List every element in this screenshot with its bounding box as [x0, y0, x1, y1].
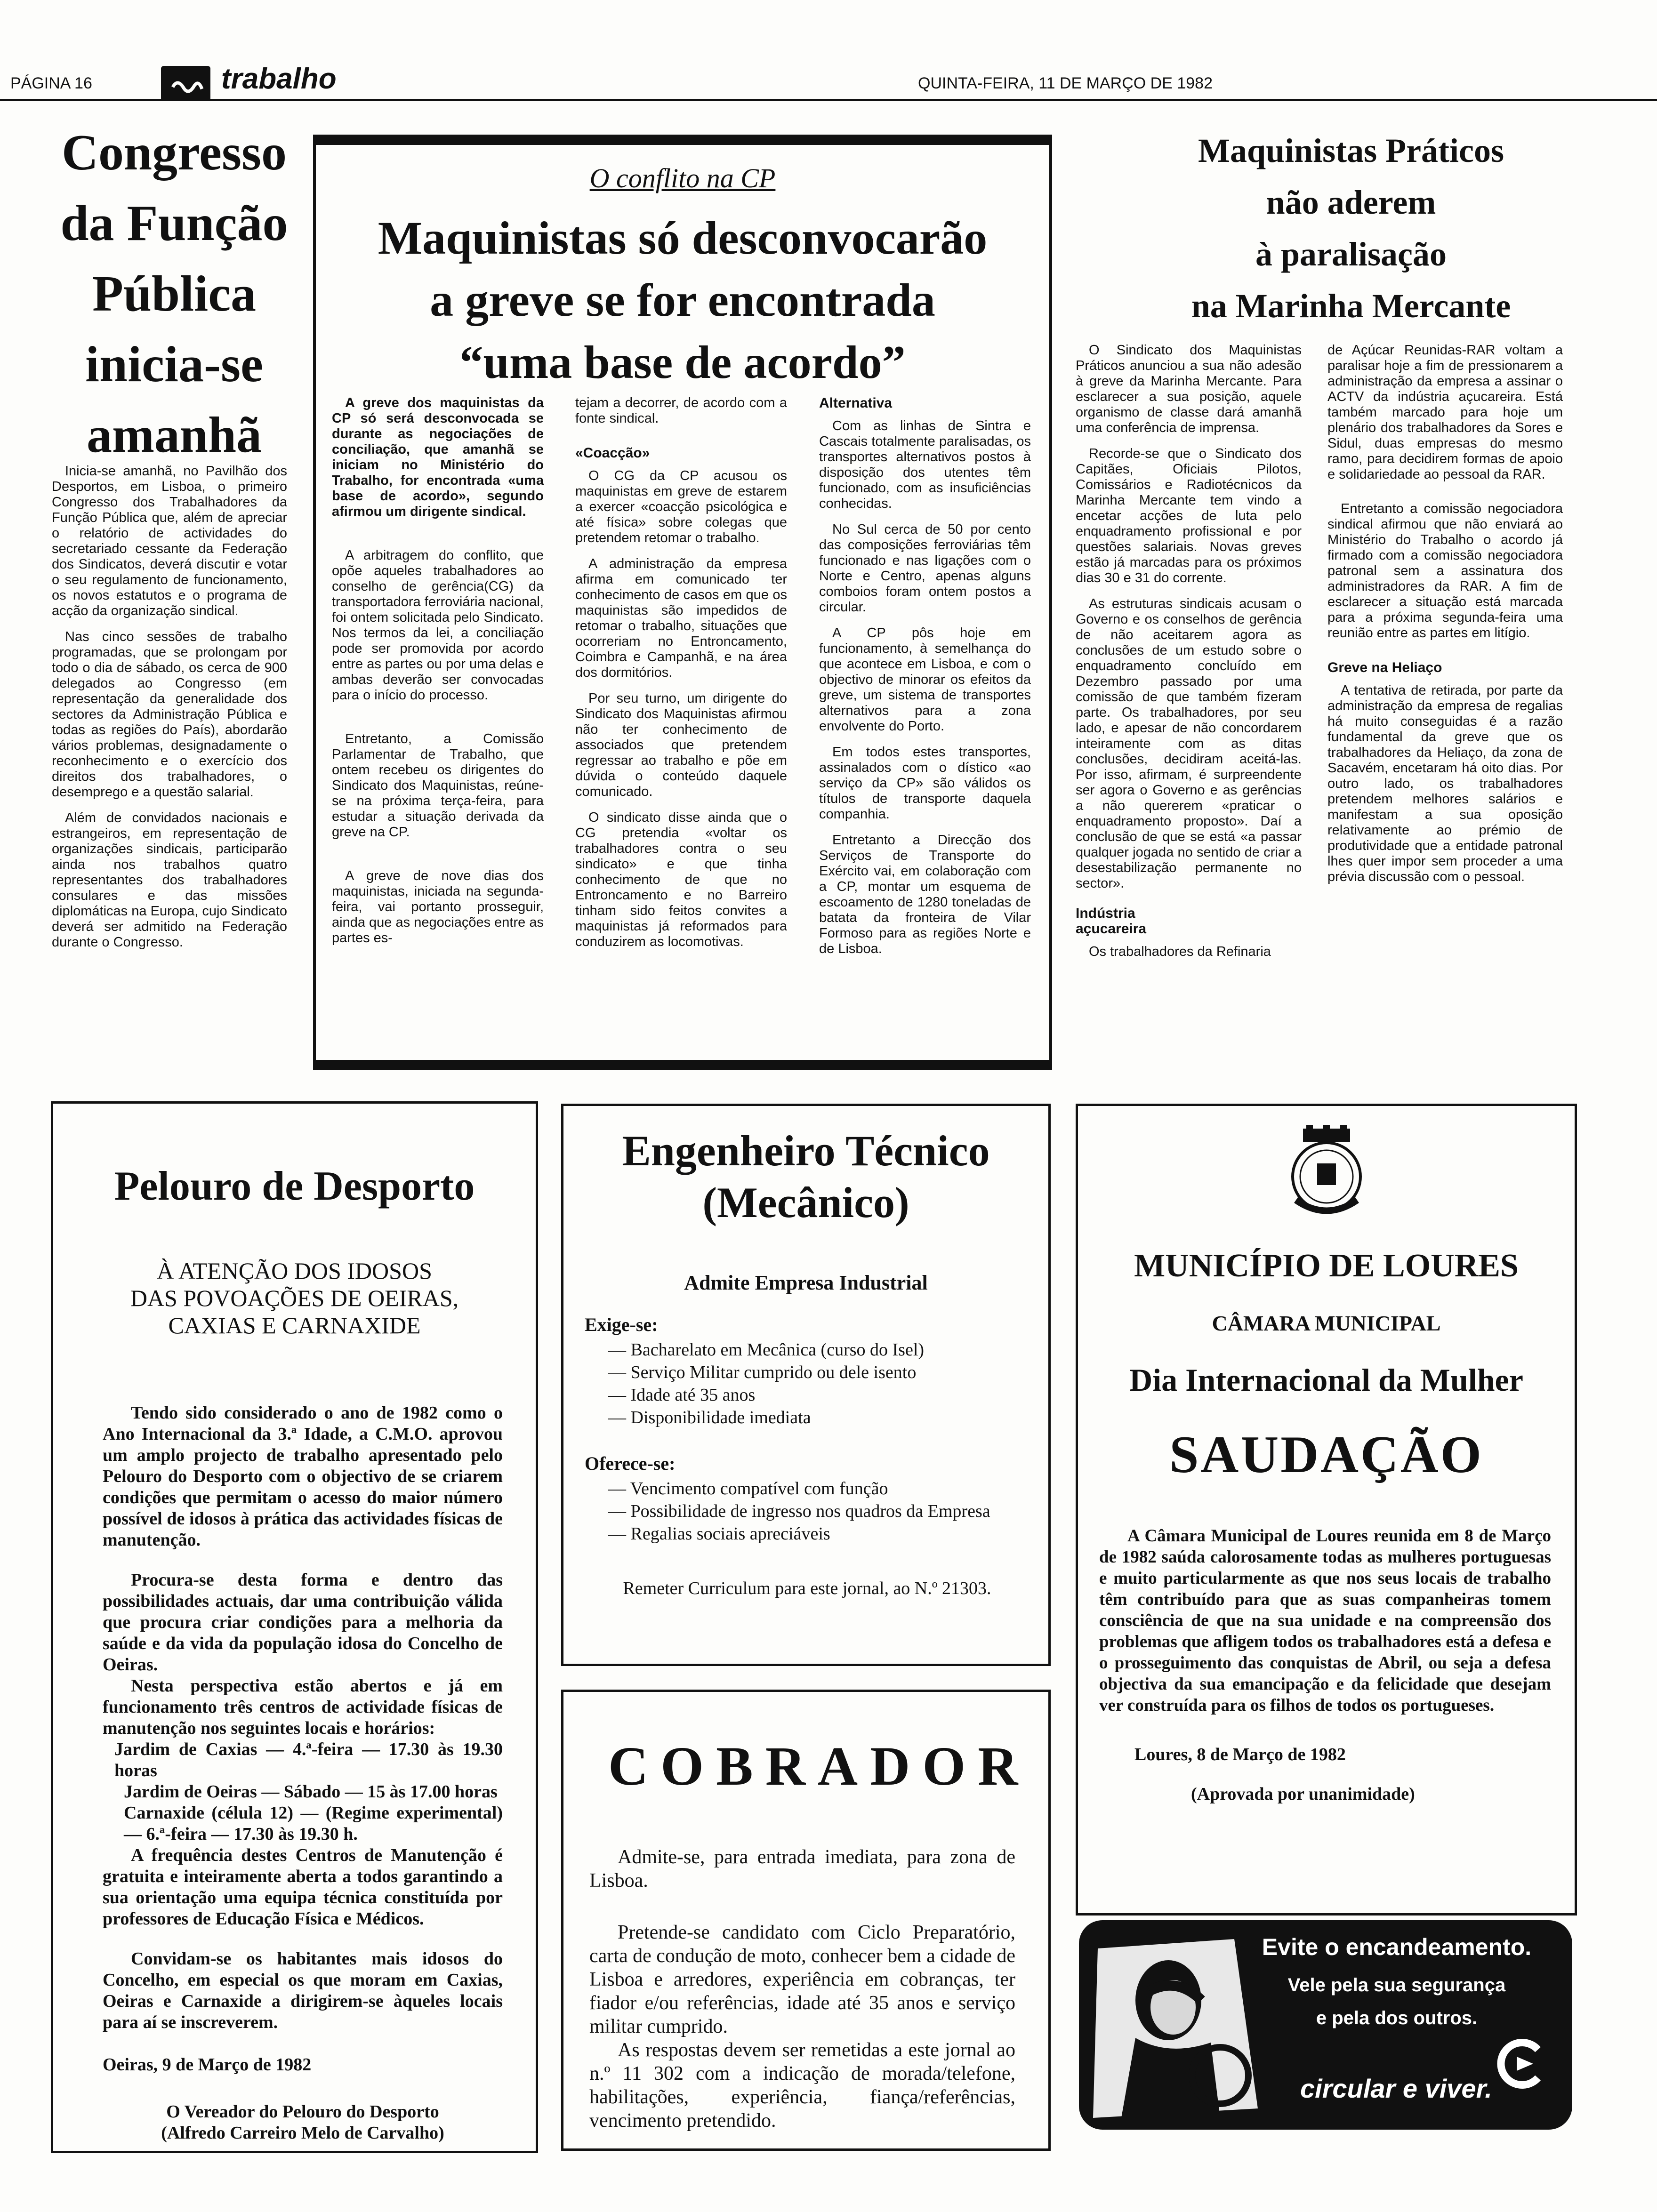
paragraph: Admite-se, para entrada imediata, para zona de Lisboa.	[589, 1846, 1015, 1891]
offers-list	[585, 1477, 1030, 1545]
paragraph: Convidam-se os habitantes mais idosos do Concelho, em especial os que moram em Caxias, Oeiras e Carnaxide a dirigirem-se àqueles locais para aí se inscreverem.	[103, 1949, 503, 2032]
ad-desporto	[51, 1101, 538, 2153]
headline-line: à paralisação	[1255, 235, 1447, 273]
headline-line: a greve se for encontrada	[430, 274, 935, 326]
article-cp-col3	[819, 395, 1031, 967]
headline-funcao	[42, 118, 306, 471]
ad-subtitle	[53, 1257, 536, 1339]
headline-line: amanhã	[86, 407, 262, 463]
paragraph: Pretende-se candidato com Ciclo Preparatório, carta de condução de moto, conhecer bem a cidade de Lisboa e arredores, experiência em cobranças, ter fiador e/ou referências, idade até 35 anos e serviço militar cumprido.	[589, 1922, 1015, 2037]
headline-line: Pública	[92, 266, 257, 322]
section-title: trabalho	[221, 63, 337, 95]
list-item: — Bacharelato em Mecânica (curso do Isel)	[608, 1338, 1030, 1361]
ad-title: COBRADOR	[608, 1735, 1030, 1797]
article-cp-kicker: O conflito na CP	[589, 163, 776, 193]
paragraph: Entretanto a Direcção dos Serviços de Transporte do Exército vai, em colaboração com a CP, montar um esquema de escoamento de 1280 toneladas de batata da fronteira de Vilar Formoso para as regiões Norte e de Lisboa.	[819, 833, 1031, 956]
paragraph: O CG da CP acusou os maquinistas em greve de estarem a exercer «coacção psicológica e até física» sobre colegas que pretendem retomar o trabalho.	[575, 468, 787, 545]
article-cp-left-rule	[313, 135, 316, 1070]
page-number: PÁGINA 16	[10, 74, 92, 92]
requires-label: Exige-se:	[585, 1314, 658, 1335]
article-cp-col1	[332, 395, 544, 956]
ad-encandeamento	[1079, 1920, 1572, 2130]
paragraph: Em todos estes transportes, assinalados com o dístico «ao serviço da CP» são válidos os títulos de transporte daquela companhia.	[819, 745, 1031, 822]
paragraph: Procura-se desta forma e dentro das possibilidades actuais, dar uma contribuição válida que procura criar condições para a melhoria da saúde e da vida da população idosa do Concelho de Oeiras.	[103, 1570, 503, 1675]
paragraph: As estruturas sindicais acusam o Governo e os conselhos de gerência de não aceitarem agora as conclusões de um estudo sobre o enquadramento concluído em Dezembro passado por uma comissão de que também fizeram parte. Os trabalhadores, por seu lado, e apesar de não concordarem inteiramente com as ditas conclusões, decidiram aceitá-las. Por isso, afirmam, é surpreendente ser agora o Governo e as gerências a não quererem «praticar o enquadramento proposto». Daí a conclusão de que se está «a passar qualquer jogada no sentido de criar a desestabilização permanente no sector».	[1076, 596, 1302, 891]
paragraph: A arbitragem do conflito, que opõe aqueles trabalhadores ao conselho de gerência(CG) da transportadora ferroviária nacional, foi ontem solicitada pelo Sindicato. Nos termos da lei, a conciliação pode ser promovida por acordo entre as partes ou por uma delas e ambas deverão ser convocadas para o início do processo.	[332, 548, 544, 703]
article-marinha-col2	[1327, 343, 1563, 895]
paragraph: Os trabalhadores da Refinaria	[1089, 944, 1271, 959]
headline-line: Congresso	[61, 125, 287, 181]
ad-body	[585, 1314, 1030, 1599]
paragraph: A administração da empresa afirma em comunicado ter conhecimento de casos em que os maquinistas são impedidos de retomar o trabalho, situações que ocorreriam no Entroncamento, Coimbra e Campanhã, e na área dos dormitórios.	[575, 556, 787, 680]
paragraph: Por seu turno, um dirigente do Sindicato dos Maquinistas afirmou não ter conhecimento de associados que pretendem regressar ao trabalho e põe em dúvida o conteúdo daquele comunicado.	[575, 691, 787, 799]
paragraph: Recorde-se que o Sindicato dos Capitães, Oficiais Pilotos, Comissários e Radiotécnicos da Marinha Mercante tem vindo a encetar acções de luta pelo enquadramento profissional e por questões salariais. Novas greves estão já marcadas para os próximos dias 30 e 31 do corrente.	[1076, 446, 1302, 585]
subheading: Indústria açucareira	[1076, 906, 1147, 937]
list-item: — Disponibilidade imediata	[608, 1406, 1030, 1429]
headline-line: Maquinistas Práticos	[1198, 132, 1504, 169]
paragraph: de Açúcar Reunidas-RAR voltam a paralisar hoje a fim de pressionarem a administração da empresa a assinar o ACTV da indústria açucareira. Está também marcado para hoje um plenário dos trabalhadores da Sores e Sidul, duas empresas do mesmo ramo, para decidirem formas de apoio e solidariedade ao pessoal da RAR.	[1327, 343, 1563, 482]
place-date: Loures, 8 de Março de 1982	[1134, 1745, 1346, 1764]
signature	[103, 2101, 503, 2144]
article-cp-bottom-bar	[313, 1060, 1052, 1070]
ad-body	[103, 1403, 503, 2144]
paragraph: tejam a decorrer, de acordo com a fonte sindical.	[575, 395, 787, 426]
headline-cp	[320, 207, 1045, 393]
ad-body: A Câmara Municipal de Loures reunida em 8 de Março de 1982 saúda calorosamente todas as mulheres portuguesas e muito particularmente as que nos seus locais de trabalho têm contribuído para que as suas companheiras tomem consciência de que na sua unidade e na compreensão dos problemas que afligem todos os trabalhadores está a defesa e o prosseguimento das conquistas de Abril, ou seja a defesa objectiva da sua emancipação e da felicidade que desejam ver construída para os filhos de todos os portugueses.	[1099, 1526, 1551, 1715]
subtitle-line: DAS POVOAÇÕES DE OEIRAS,	[130, 1285, 459, 1311]
paragraph: Entretanto a comissão negociadora sindical afirmou que não enviará ao Ministério do Trabalho o acordo já firmado com a comissão negociadora patronal sem a assinatura dos administradores da RAR. A fim de esclarecer a situação está marcada para a próxima segunda-feira uma reunião entre as partes em litígio.	[1327, 501, 1563, 641]
ad-headline: Dia Internacional da Mulher	[1129, 1362, 1523, 1398]
paragraph: Entretanto, a Comissão Parlamentar de Trabalho, que ontem recebeu os dirigentes do Sindicato dos Maquinistas, reúne-se na próxima terça-feira, para estudar a situação derivada da greve na CP.	[332, 731, 544, 840]
header-rule	[0, 99, 1657, 101]
title-line: (Mecânico)	[702, 1178, 909, 1226]
list-item: — Possibilidade de ingresso nos quadros da Empresa	[608, 1500, 1030, 1523]
headline-marinha	[1064, 125, 1638, 332]
brand-logo-icon	[1493, 2036, 1550, 2092]
paragraph: Além de convidados nacionais e estrangeiros, em representação de organizações sindicais, participarão ainda nos trabalhos quatro representantes dos trabalhadores consulares e das missões diplomáticas na Europa, cujo Sindicato deverá ser admitido na Federação durante o Congresso.	[52, 810, 287, 950]
paragraph: A frequência destes Centros de Manutenção é gratuita e inteiramente aberta a todos garantindo a sua orientação uma equipa técnica constituída por professores de Educação Física e Médicos.	[103, 1845, 503, 1929]
article-cp-right-rule	[1049, 135, 1052, 1070]
requires-list	[585, 1338, 1030, 1429]
list-item: — Regalias sociais apreciáveis	[608, 1523, 1030, 1545]
paragraph: Nesta perspectiva estão abertos e já em funcionamento três centros de actividade físicas de manutenção nos seguintes locais e horários:	[103, 1676, 503, 1738]
paragraph: A CP pôs hoje em funcionamento, à semelhança do que acontece em Lisboa, e com o objectivo de minorar os efeitos da greve, um sistema de transportes alternativos para a zona envolvente do Porto.	[819, 625, 1031, 734]
title-line: Engenheiro Técnico	[622, 1127, 990, 1175]
ad-line1: Evite o encandeamento.	[1262, 1934, 1532, 1960]
ad-title	[563, 1125, 1048, 1228]
article-cp-top-bar	[313, 135, 1052, 145]
paragraph: As respostas devem ser remetidas a este jornal ao n.º 11 302 com a indicação de morada/telefone, habilitações, experiência, fiança/referências, vencimento pretendido.	[589, 2039, 1015, 2132]
subheading: Greve na Heliaço	[1327, 660, 1442, 675]
ad-title: MUNICÍPIO DE LOURES	[1134, 1248, 1519, 1284]
article-marinha-col1	[1076, 343, 1302, 970]
subtitle-line: À ATENÇÃO DOS IDOSOS	[157, 1258, 432, 1284]
headline-line: na Marinha Mercante	[1191, 287, 1511, 325]
article-funcao-body	[52, 464, 287, 961]
paragraph: O sindicato disse ainda que o CG pretendia «voltar os trabalhadores contra o seu sindicato» e que tinha conhecimento de que no Entroncamento e no Barreiro tinham sido feitos convites a maquinistas já reformados para conduzirem as locomotivas.	[575, 810, 787, 949]
list-item: — Serviço Militar cumprido ou dele isento	[608, 1361, 1030, 1384]
approved-note: (Aprovada por unanimidade)	[1191, 1784, 1415, 1804]
ad-body	[589, 1845, 1015, 2132]
paragraph: Tendo sido considerado o ano de 1982 como o Ano Internacional da 3.ª Idade, a C.M.O. aprovou um amplo projecto de trabalho apresentado pelo Pelouro do Desporto com o objectivo de se criarem condições que permitam o acesso do maior número possível de idosos à prática das actividades físicas de manutenção.	[103, 1403, 503, 1550]
lead-paragraph: A greve dos maquinistas da CP só será desconvocada se durante as negociações de conciliação, que amanhã se iniciam no Ministério do Trabalho, for encontrada «uma base de acordo», segundo afirmou um dirigente sindical.	[332, 395, 544, 519]
article-cp-col2	[575, 395, 787, 960]
paragraph: A tentativa de retirada, por parte da administração da empresa de regalias há muito conseguidas é a razão fundamental da greve que os trabalhadores da Heliaço, da zona de Sacavém, encetaram há oito dias. Por outro lado, os trabalhadores pretendem melhores salários e manifestam a sua oposição relativamente ao prémio de produtividade que a entidade patronal lhes quer impor sem proceder a uma prévia discussão com o pessoal.	[1327, 683, 1563, 884]
headline-line: “uma base de acordo”	[459, 336, 906, 388]
schedule-list	[103, 1739, 503, 1845]
brand-slogan: circular e viver.	[1300, 2074, 1492, 2103]
page-date: QUINTA-FEIRA, 11 DE MARÇO DE 1982	[918, 74, 1213, 92]
paragraph: Inicia-se amanhã, no Pavilhão dos Desportos, em Lisboa, o primeiro Congresso dos Trabalhadores da Função Pública que, além de apreciar o relatório de actividades do secretariado cessante da Federação dos Sindicatos, deverá discutir e votar o seu regulamento de funcionamento, os novos estatutos e o programa de acção da organização sindical.	[52, 464, 287, 618]
schedule-item: Jardim de Oeiras — Sábado — 15 às 17.00 horas	[124, 1782, 498, 1802]
subtitle-line: CAXIAS E CARNAXIDE	[168, 1312, 421, 1338]
ad-subtitle: CÂMARA MUNICIPAL	[1212, 1311, 1441, 1335]
schedule-item: Jardim de Caxias — 4.ª-feira — 17.30 às 19.30 horas	[114, 1739, 503, 1780]
subheading: «Coacção»	[575, 445, 650, 461]
offers-label: Oferece-se:	[585, 1453, 676, 1474]
ad-big-title: SAUDAÇÃO	[1169, 1426, 1483, 1484]
ad-subtitle: Admite Empresa Industrial	[684, 1271, 928, 1294]
headline-line: da Função	[60, 195, 288, 251]
headline-line: inicia-se	[85, 337, 263, 393]
ad-loures	[1076, 1104, 1577, 1915]
ad-line3: e pela dos outros.	[1316, 2008, 1478, 2028]
place-date: Oeiras, 9 de Março de 1982	[103, 2055, 312, 2075]
paragraph: A greve de nove dias dos maquinistas, iniciada na segunda-feira, vai portanto prosseguir, ainda que as negociações entre as partes es-	[332, 868, 544, 946]
paragraph: No Sul cerca de 50 por cento das composições ferroviárias têm funcionado e nas ligações com o Norte e Centro, apenas alguns comboios foram ontem postos a circular.	[819, 522, 1031, 615]
ad-title: Pelouro de Desporto	[114, 1163, 475, 1209]
ad-line2: Vele pela sua segurança	[1287, 1975, 1506, 1996]
paragraph: Nas cinco sessões de trabalho programadas, que se prolongam por todo o dia de sábado, os cerca de 900 delegados ao Congresso (em representação da generalidade dos sectores da Administração Pública e todas as regiões do País), abordarão vários problemas, designadamente o reconhecimento e o exercício dos direitos dos trabalhadores, o desemprego e a questão salarial.	[52, 629, 287, 800]
ad-cobrador	[561, 1690, 1051, 2151]
headline-line: não aderem	[1266, 184, 1436, 221]
list-item: — Idade até 35 anos	[608, 1384, 1030, 1406]
paragraph: Com as linhas de Sintra e Cascais totalmente paralisadas, os transportes alternativos postos à disposição dos utentes têm funcionado, com as insuficiências conhecidas.	[819, 418, 1031, 511]
coat-of-arms-icon	[1282, 1125, 1371, 1219]
subheading: Alternativa	[819, 395, 893, 411]
schedule-item: Carnaxide (célula 12) — (Regime experimental) — 6.ª-feira — 17.30 às 19.30 h.	[124, 1803, 503, 1844]
signature-line: (Alfredo Carreiro Melo de Carvalho)	[161, 2123, 444, 2143]
ad-engenheiro	[561, 1104, 1051, 1666]
ad-footer: Remeter Curriculum para este jornal, ao N.º 21303.	[623, 1579, 991, 1598]
headline-line: Maquinistas só desconvocarão	[378, 212, 988, 264]
list-item: — Vencimento compatível com função	[608, 1477, 1030, 1500]
paragraph: O Sindicato dos Maquinistas Práticos anunciou a sua não adesão à greve da Marinha Mercante. Para esclarecer a sua posição, aquele organismo de classe dará amanhã uma conferência de imprensa.	[1076, 343, 1302, 435]
signature-line: O Vereador do Pelouro do Desporto	[166, 2102, 439, 2122]
section-logo-icon	[161, 66, 210, 101]
